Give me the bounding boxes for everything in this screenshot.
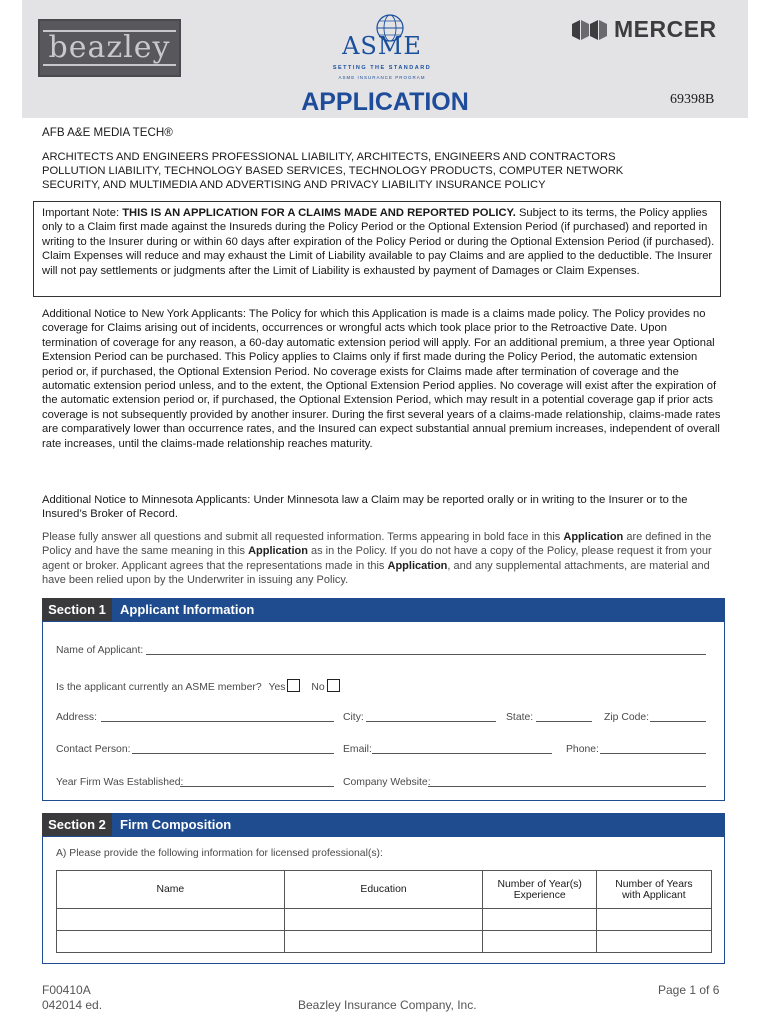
section-1-title: Applicant Information [120,602,255,617]
member-yes-checkbox[interactable] [287,679,300,692]
zip-label: Zip Code: [604,712,650,723]
zip-field[interactable] [650,712,706,722]
coverage-line-1: ARCHITECTS AND ENGINEERS PROFESSIONAL LIABILITY, ARCHITECTS, ENGINEERS AND CONTRACTORS [42,151,616,163]
table-row [57,931,712,953]
beazley-logo-text: beazley [43,30,177,66]
instructions-part-4: , and any supplemental attachments, are material and have been relied upon by the Underwriter in issuing any Policy. [42,559,710,587]
asme-logo [332,12,432,84]
ny-notice [42,307,724,451]
asme-wordmark: ASME [342,32,422,60]
cell-name[interactable] [57,931,285,953]
section-1-header [42,598,725,621]
year-established-label: Year Firm Was Established: [56,777,184,788]
mn-notice-text: Under Minnesota law a Claim may be reported orally or in writing to the Insurer or to the Insured’s Broker of Record. [42,494,688,521]
mn-notice-lead: Additional Notice to Minnesota Applicants: [42,494,251,506]
city-label: City: [343,712,364,723]
instructions-part-3: as in the Policy. If you do not have a copy of the Policy, please request it from your agent or broker. Applicant agrees that the representations made in this [42,545,712,572]
cell-years-with-applicant[interactable] [596,909,711,931]
header-years-with-applicant: Number of Years with Applicant [596,871,711,909]
applicant-name-field[interactable] [146,645,706,655]
asme-program: ASME INSURANCE PROGRAM [338,75,426,80]
form-id: F00410A [42,983,91,997]
email-field[interactable] [372,744,552,754]
city-field[interactable] [366,712,496,722]
address-label: Address: [56,712,98,723]
cell-years-with-applicant[interactable] [596,931,711,953]
footer-company: Beazley Insurance Company, Inc. [298,998,477,1012]
phone-field[interactable] [600,744,706,754]
asme-tagline: SETTING THE STANDARD [332,65,432,71]
cell-education[interactable] [284,931,483,953]
website-label: Company Website: [343,777,431,788]
beazley-logo [38,19,181,77]
section-2-header [42,813,725,836]
cell-years-experience[interactable] [483,931,596,953]
website-field[interactable] [428,777,706,787]
instructions-part-1: Please fully answer all questions and submit all requested information. Terms appearing in bold face in this [42,531,564,543]
applicant-name-label: Name of Applicant: [56,645,144,656]
mercer-mark-icon [572,20,608,40]
year-established-field[interactable] [180,777,334,787]
mercer-wordmark: MERCER [614,16,717,42]
instructions-term-1: Application [563,531,624,543]
contact-person-label: Contact Person: [56,744,131,755]
footer-page-number: Page 1 of 6 [658,983,720,997]
member-question [56,679,340,693]
form-code: 69398B [670,92,715,107]
coverage-line-3: SECURITY, AND MULTIMEDIA AND ADVERTISING AND PRIVACY LIABILITY INSURANCE POLICY [42,179,546,191]
email-label: Email: [343,744,372,755]
ny-notice-text: The Policy for which this Application is made is a claims made policy. The Policy provides no coverage for Claims arising out of incidents, occurrences or wrongful acts which took place prior to the Retroactive Date. Upon termination of coverage for any reason, a 60-day automatic extension period will apply. For an additional premium, a three year Optional Extension Period can be purchased. This Policy applies to Claims only if first made during the Policy Period, the automatic extension period or, if purchased, the Optional Extension Period. No coverage exists for Claims made after termination of coverage and the automatic extension period unless, and to the extent, the Optional Extension Period applies. No coverage will exist after the expiration of the automatic extension period or, if purchased, the Optional Extension Period, which may result in a potential coverage gap if prior acts coverage is not subsequently provided by another insurer. During the first several years of a claims-made relationship, claims-made rates are comparatively lower than occurrence rates, and the Insured can expect substantial annual premium increases, independent of overall rate increases, until the claims-made relationship reaches maturity. [42,308,721,450]
professionals-table [56,870,712,953]
instructions-term-2: Application [248,545,308,558]
cell-education[interactable] [284,909,483,931]
page-title: APPLICATION [301,88,469,116]
member-no-label: No [311,682,325,693]
edition: 042014 ed. [42,998,103,1012]
instructions [42,530,724,588]
mercer-logo [572,16,717,43]
header-name: Name [57,871,285,909]
cell-years-experience[interactable] [483,909,596,931]
important-note-bold: THIS IS AN APPLICATION FOR A CLAIMS MADE AND REPORTED POLICY. [122,207,516,219]
important-note-text: Subject to its terms, the Policy applies only to a Claim first made against the Insureds during the Policy Period or the Optional Extension Period (if purchased) and reported in writing to the Insurer during or within 60 days after expiration of the Policy Period or during the Optional Extension Period (if purchased). Claim Expenses will reduce and may exhaust the Limit of Liability available to pay Claims and are applied to the deductible. The Insurer will not pay settlements or judgments after the Limit of Liability is exhausted by payment of Damages or Claim Expenses. [42,207,715,277]
member-yes-label: Yes [268,682,286,693]
member-no-checkbox[interactable] [327,679,340,692]
table-header-row [57,871,712,909]
member-question-text: Is the applicant currently an ASME member? [56,682,262,693]
state-field[interactable] [536,712,592,722]
section-2-number: Section 2 [42,813,112,836]
section-2-title: Firm Composition [120,817,232,832]
ny-notice-lead: Additional Notice to New York Applicants: [42,308,246,320]
contact-person-field[interactable] [132,744,334,754]
section-1-number: Section 1 [42,598,112,621]
instructions-term-3: Application [387,559,448,572]
mn-notice [42,493,724,522]
important-note-lead: Important Note: [42,207,120,219]
footer-form-id [42,983,102,1013]
coverage-line-2: POLLUTION LIABILITY, TECHNOLOGY BASED SERVICES, TECHNOLOGY PRODUCTS, COMPUTER NETWORK [42,165,624,177]
table-row [57,909,712,931]
state-label: State: [506,712,534,723]
phone-label: Phone: [566,744,599,755]
cell-name[interactable] [57,909,285,931]
header-years-experience: Number of Year(s) Experience [483,871,596,909]
program-name: AFB A&E MEDIA TECH® [42,126,173,139]
instructions-part-2: are defined in the Policy and have the same meaning in this [42,531,712,558]
address-field[interactable] [101,712,334,722]
important-note [42,206,720,278]
firm-composition-prompt: A) Please provide the following information for licensed professional(s): [56,848,383,859]
header-education: Education [284,871,483,909]
